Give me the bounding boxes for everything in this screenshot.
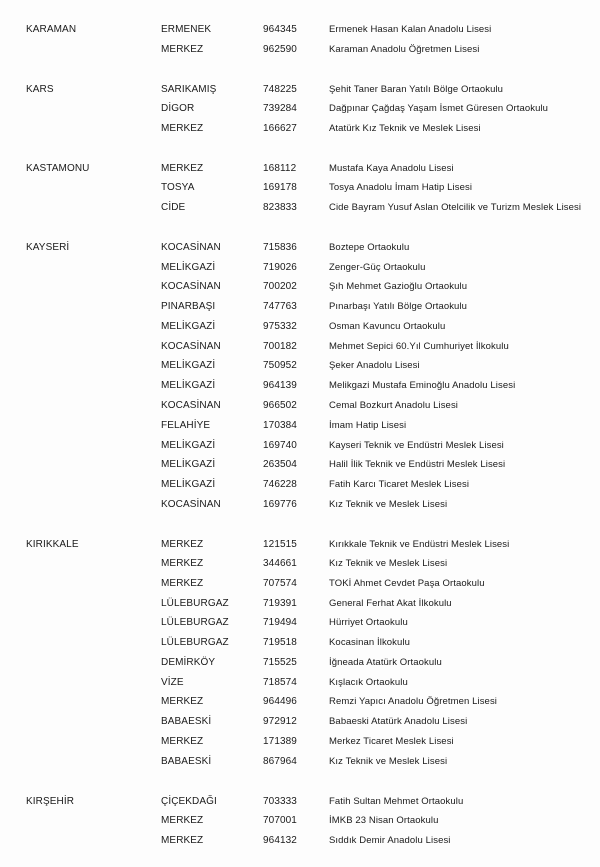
institution-code: 700182	[263, 341, 297, 352]
institution-code: 700202	[263, 281, 297, 292]
institution-code: 707574	[263, 578, 297, 589]
district-name: PINARBAŞI	[161, 301, 216, 312]
institution-code: 975332	[263, 321, 297, 332]
school-name: Hürriyet Ortaokulu	[329, 617, 408, 628]
school-name: Merkez Ticaret Meslek Lisesi	[329, 736, 454, 747]
school-name: İmam Hatip Lisesi	[329, 420, 407, 431]
school-name: Zenger-Güç Ortaokulu	[329, 262, 426, 273]
institution-code: 972912	[263, 716, 297, 727]
institution-code: 748225	[263, 84, 297, 95]
institution-code: 750952	[263, 360, 297, 371]
institution-code: 170384	[263, 420, 297, 431]
district-name: FELAHİYE	[161, 420, 211, 431]
institution-code: 715836	[263, 242, 297, 253]
school-name: Fatih Karcı Ticaret Meslek Lisesi	[329, 479, 470, 490]
institution-code: 964139	[263, 380, 297, 391]
district-name: KOCASİNAN	[161, 341, 221, 352]
school-name: Kocasinan İlkokulu	[329, 637, 411, 648]
school-name: Atatürk Kız Teknik ve Meslek Lisesi	[329, 123, 481, 134]
district-name: VİZE	[161, 677, 184, 688]
school-name: Osman Kavuncu Ortaokulu	[329, 321, 446, 332]
district-name: KOCASİNAN	[161, 281, 221, 292]
school-name: Kız Teknik ve Meslek Lisesi	[329, 756, 448, 767]
school-name: Ermenek Hasan Kalan Anadolu Lisesi	[329, 24, 492, 35]
school-name: Pınarbaşı Yatılı Bölge Ortaokulu	[329, 301, 468, 312]
province-name: KIRŞEHİR	[26, 796, 75, 807]
school-name: İMKB 23 Nisan Ortaokulu	[329, 815, 439, 826]
school-name: Kışlacık Ortaokulu	[329, 677, 408, 688]
district-name: LÜLEBURGAZ	[161, 617, 229, 628]
school-name: Kırıkkale Teknik ve Endüstri Meslek Lisesi	[329, 539, 510, 550]
school-name: Şeker Anadolu Lisesi	[329, 360, 420, 371]
district-name: MERKEZ	[161, 736, 204, 747]
institution-code: 747763	[263, 301, 297, 312]
province-name: KIRIKKALE	[26, 539, 79, 550]
district-name: MELİKGAZİ	[161, 479, 216, 490]
school-name: Tosya Anadolu İmam Hatip Lisesi	[329, 182, 473, 193]
district-name: MERKEZ	[161, 815, 204, 826]
school-name: Dağpınar Çağdaş Yaşam İsmet Güresen Ortaokulu	[329, 103, 549, 114]
institution-code: 121515	[263, 539, 297, 550]
school-name: Kız Teknik ve Meslek Lisesi	[329, 499, 448, 510]
institution-code: 867964	[263, 756, 297, 767]
school-name: Şıh Mehmet Gazioğlu Ortaokulu	[329, 281, 468, 292]
district-name: MELİKGAZİ	[161, 321, 216, 332]
province-name: KASTAMONU	[26, 163, 90, 174]
institution-code: 719391	[263, 598, 297, 609]
institution-code: 966502	[263, 400, 297, 411]
district-name: TOSYA	[161, 182, 195, 193]
district-name: MERKEZ	[161, 44, 204, 55]
district-name: DİGOR	[161, 103, 195, 114]
school-name: General Ferhat Akat İlkokulu	[329, 598, 452, 609]
district-name: MELİKGAZİ	[161, 262, 216, 273]
district-name: ÇİÇEKDAĞI	[161, 796, 217, 807]
district-name: MERKEZ	[161, 835, 204, 846]
institution-code: 964132	[263, 835, 297, 846]
institution-code: 739284	[263, 103, 297, 114]
district-name: BABAESKİ	[161, 756, 212, 767]
district-name: KOCASİNAN	[161, 400, 221, 411]
district-name: MERKEZ	[161, 558, 204, 569]
institution-code: 715525	[263, 657, 297, 668]
school-name: Şehit Taner Baran Yatılı Bölge Ortaokulu	[329, 84, 504, 95]
province-name: KARS	[26, 84, 54, 95]
school-name: Fatih Sultan Mehmet Ortaokulu	[329, 796, 464, 807]
district-name: MERKEZ	[161, 696, 204, 707]
institution-code: 168112	[263, 163, 297, 174]
institution-code: 964496	[263, 696, 297, 707]
school-name: Karaman Anadolu Öğretmen Lisesi	[329, 44, 480, 55]
institution-code: 263504	[263, 459, 297, 470]
school-name: Cide Bayram Yusuf Aslan Otelcilik ve Turizm Meslek Lisesi	[329, 202, 582, 213]
institution-code: 964345	[263, 24, 297, 35]
school-name: Babaeski Atatürk Anadolu Lisesi	[329, 716, 468, 727]
district-name: LÜLEBURGAZ	[161, 637, 229, 648]
district-name: BABAESKİ	[161, 716, 212, 727]
district-name: MERKEZ	[161, 123, 204, 134]
school-name: Cemal Bozkurt Anadolu Lisesi	[329, 400, 459, 411]
district-name: DEMİRKÖY	[161, 657, 216, 668]
district-name: KOCASİNAN	[161, 242, 221, 253]
institution-code: 171389	[263, 736, 297, 747]
school-name: Sıddık Demir Anadolu Lisesi	[329, 835, 451, 846]
district-name: ERMENEK	[161, 24, 212, 35]
institution-code: 823833	[263, 202, 297, 213]
institution-code: 703333	[263, 796, 297, 807]
province-name: KARAMAN	[26, 24, 77, 35]
district-name: SARIKAMIŞ	[161, 84, 217, 95]
school-name: Boztepe Ortaokulu	[329, 242, 410, 253]
institution-code: 962590	[263, 44, 297, 55]
school-name: Kayseri Teknik ve Endüstri Meslek Lisesi	[329, 440, 504, 451]
district-name: MERKEZ	[161, 163, 204, 174]
district-name: MELİKGAZİ	[161, 380, 216, 391]
institution-code: 719518	[263, 637, 297, 648]
institution-code: 166627	[263, 123, 297, 134]
institution-code: 707001	[263, 815, 297, 826]
district-name: LÜLEBURGAZ	[161, 598, 229, 609]
school-name: TOKİ Ahmet Cevdet Paşa Ortaokulu	[329, 578, 485, 589]
district-name: MERKEZ	[161, 539, 204, 550]
institution-code: 719026	[263, 262, 297, 273]
school-name: Halil İlik Teknik ve Endüstri Meslek Lisesi	[329, 459, 506, 470]
district-name: MERKEZ	[161, 578, 204, 589]
institution-code: 746228	[263, 479, 297, 490]
district-name: MELİKGAZİ	[161, 459, 216, 470]
institution-code: 344661	[263, 558, 297, 569]
institution-code: 169178	[263, 182, 297, 193]
school-name: Kız Teknik ve Meslek Lisesi	[329, 558, 448, 569]
district-name: MELİKGAZİ	[161, 360, 216, 371]
institution-code: 169776	[263, 499, 297, 510]
institution-code: 719494	[263, 617, 297, 628]
school-name: Mehmet Sepici 60.Yıl Cumhuriyet İlkokulu	[329, 341, 509, 352]
institution-code: 169740	[263, 440, 297, 451]
district-name: MELİKGAZİ	[161, 440, 216, 451]
school-name: Mustafa Kaya Anadolu Lisesi	[329, 163, 454, 174]
school-name: Melikgazi Mustafa Eminoğlu Anadolu Lisesi	[329, 380, 516, 391]
institution-code: 718574	[263, 677, 297, 688]
school-name: İğneada Atatürk Ortaokulu	[329, 657, 442, 668]
school-name: Remzi Yapıcı Anadolu Öğretmen Lisesi	[329, 696, 497, 707]
district-name: KOCASİNAN	[161, 499, 221, 510]
district-name: CİDE	[161, 202, 186, 213]
province-name: KAYSERİ	[26, 242, 70, 253]
